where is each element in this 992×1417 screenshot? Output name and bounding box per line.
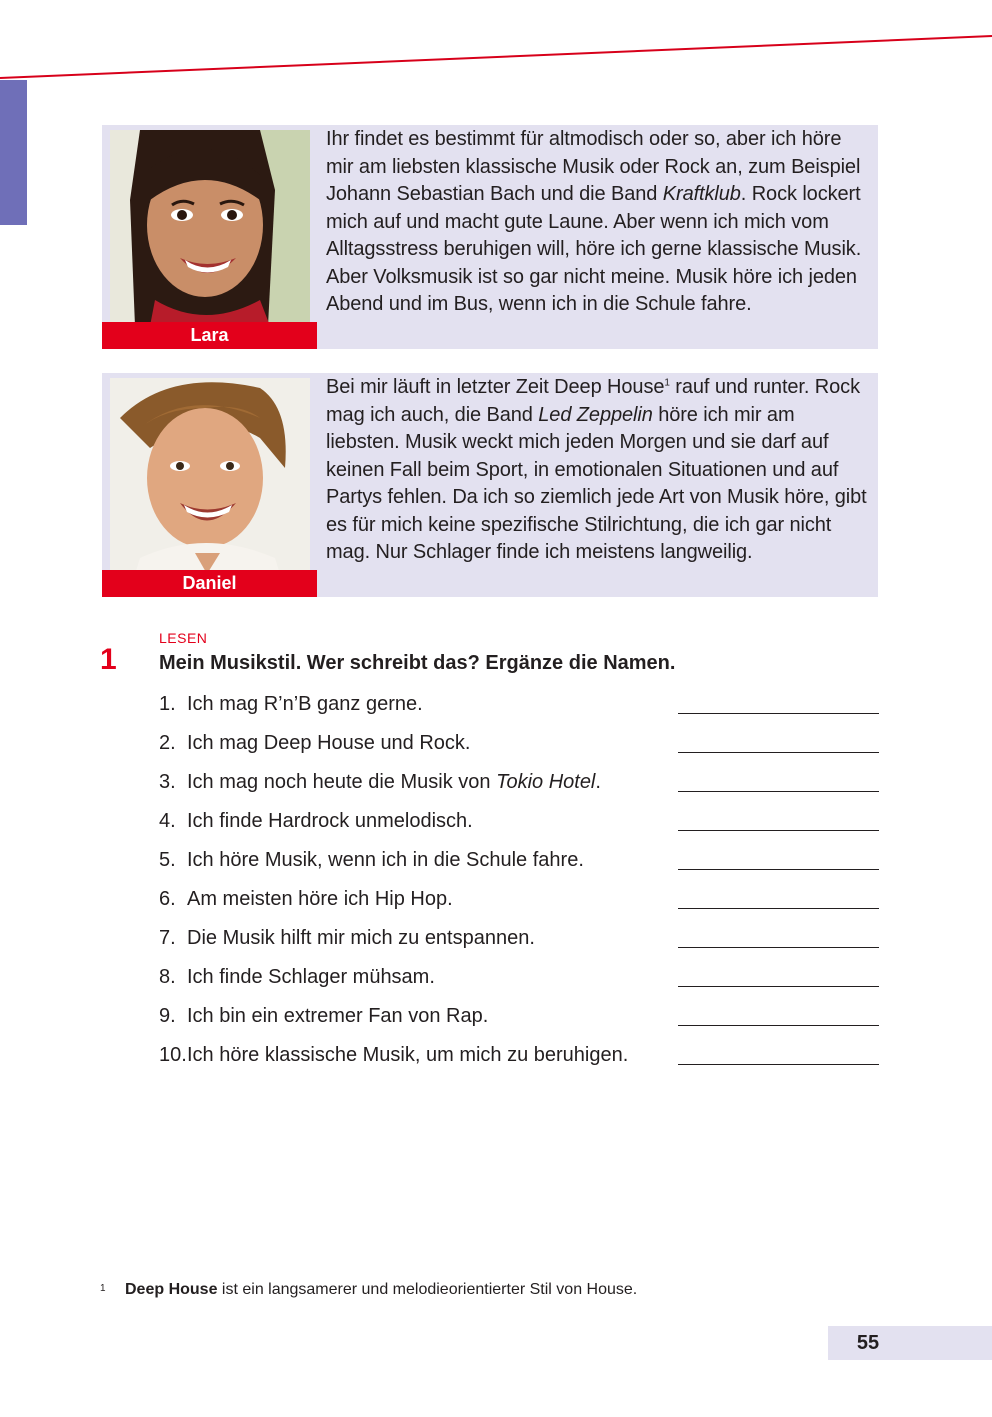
list-item: 3. Ich mag noch heute die Musik von Tokio Hotel. [159, 767, 879, 806]
answer-blank[interactable] [678, 947, 879, 948]
list-item: 5. Ich höre Musik, wenn ich in die Schule fahre. [159, 845, 879, 884]
footnote-ref: 1 [664, 377, 670, 389]
list-item: 10.Ich höre klassische Musik, um mich zu beruhigen. [159, 1040, 879, 1079]
boy-portrait-icon [110, 378, 310, 574]
list-item: 9. Ich bin ein extremer Fan von Rap. [159, 1001, 879, 1040]
header-rule [0, 0, 992, 90]
exercise-title: Mein Musikstil. Wer schreibt das? Ergänze die Namen. [159, 652, 676, 674]
answer-blank[interactable] [678, 1064, 879, 1065]
list-item: 7. Die Musik hilft mir mich zu entspannen. [159, 923, 879, 962]
answer-blank[interactable] [678, 1025, 879, 1026]
answer-blank[interactable] [678, 713, 879, 714]
footnote-mark: 1 [100, 1283, 106, 1294]
exercise-category: LESEN [159, 630, 208, 646]
profile-text-lara: Ihr findet es bestimmt für altmodisch oder so, aber ich höre mir am liebsten klassische Musik oder Rock an, zum Beispiel Johann Sebastian Bach und die Band Kraftklub. Rock lockert mich auf und macht gute Laune. Aber wenn ich mich vom Alltagsstress beruhigen will, höre ich gerne klassische Musik. Aber Volksmusik ist so gar nicht meine. Musik höre ich jeden Abend und im Bus, wenn ich in die Schule fahre. [326, 128, 862, 315]
footnote-text: ist ein langsamerer und melodieorientierter Stil von House. [217, 1281, 638, 1298]
footnote-term: Deep House [125, 1281, 218, 1298]
list-item: 4. Ich finde Hardrock unmelodisch. [159, 806, 879, 845]
exercise-number: 1 [100, 643, 117, 676]
answer-blank[interactable] [678, 908, 879, 909]
answer-blank[interactable] [678, 869, 879, 870]
exercise-list [159, 689, 879, 1079]
name-label-daniel: Daniel [102, 570, 317, 597]
page-number-box [828, 1326, 992, 1360]
footnote [100, 1281, 637, 1299]
list-item: 8. Ich finde Schlager mühsam. [159, 962, 879, 1001]
list-item: 1. Ich mag R’n’B ganz gerne. [159, 689, 879, 728]
list-item: 2. Ich mag Deep House und Rock. [159, 728, 879, 767]
girl-portrait-icon [110, 130, 310, 326]
chapter-side-tab [0, 80, 27, 225]
profile-card-daniel [102, 373, 878, 597]
answer-blank[interactable] [678, 791, 879, 792]
name-label-lara: Lara [102, 322, 317, 349]
answer-blank[interactable] [678, 752, 879, 753]
list-item: 6. Am meisten höre ich Hip Hop. [159, 884, 879, 923]
answer-blank[interactable] [678, 830, 879, 831]
profile-text-daniel: Bei mir läuft in letzter Zeit Deep House$^1$ rauf und runter. Rock mag ich auch, die Band Led Zeppelin höre ich mir am liebsten. Musik weckt mich jeden Morgen und sie darf auf keinen Fall beim Sport, in emotionalen Situationen und auf Partys fehlen. Da ich so ziemlich jede Art von Musik höre, gibt es für mich keine spezifische Stilrichtung, die ich gar nicht mag. Nur Schlager finde ich meistens langweilig. [326, 376, 867, 563]
page-number: 55 [856, 1332, 880, 1354]
answer-blank[interactable] [678, 986, 879, 987]
profile-card-lara [102, 125, 878, 349]
